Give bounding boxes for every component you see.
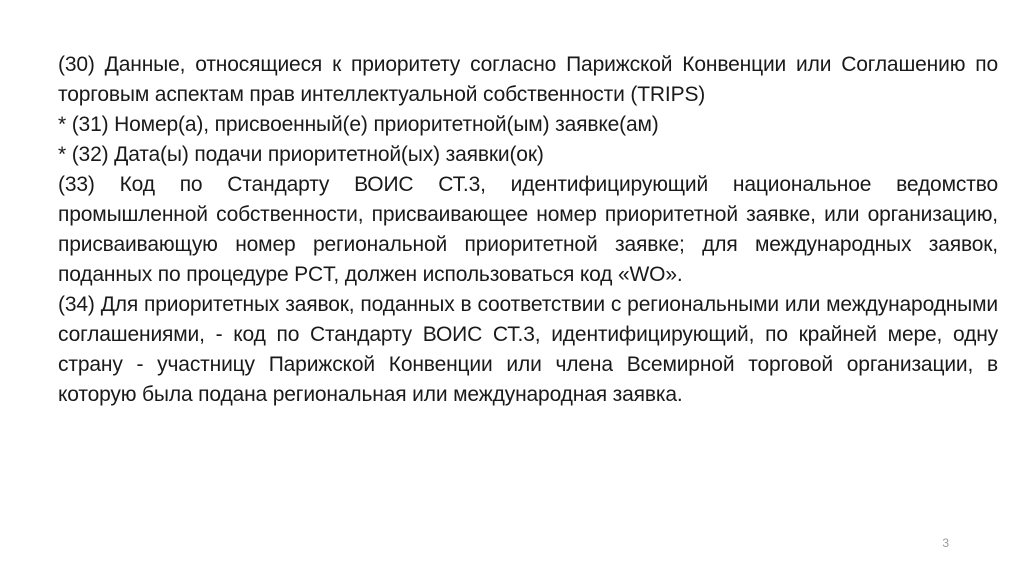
paragraph-32: * (32) Дата(ы) подачи приоритетной(ых) заявки(ок) — [58, 143, 544, 166]
paragraph-30: (30) Данные, относящиеся к приоритету согласно Парижской Конвенции или Соглашению по торговым аспектам прав интеллектуальной собственности (TRIPS) — [58, 53, 998, 106]
page-number: 3 — [942, 536, 949, 550]
slide-body-text — [58, 50, 998, 410]
paragraph-33: (33) Код по Стандарту ВОИС СТ.3, идентифицирующий национальное ведомство промышленной собственности, присваивающее номер приоритетной заявке, или организацию, присваивающую номер региональной приоритетной заявке; для международных заявок, поданных по процедуре PCT, должен использоваться код «WO». — [58, 173, 998, 286]
paragraph-31: * (31) Номер(а), присвоенный(е) приоритетной(ым) заявке(ам) — [58, 113, 659, 136]
paragraph-34: (34) Для приоритетных заявок, поданных в соответствии с региональными или международными соглашениями, - код по Стандарту ВОИС СТ.3, идентифицирующий, по крайней мере, одну страну - участницу Парижской Конвенции или члена Всемирной торговой организации, в которую была подана региональная или международная заявка. — [58, 293, 998, 406]
